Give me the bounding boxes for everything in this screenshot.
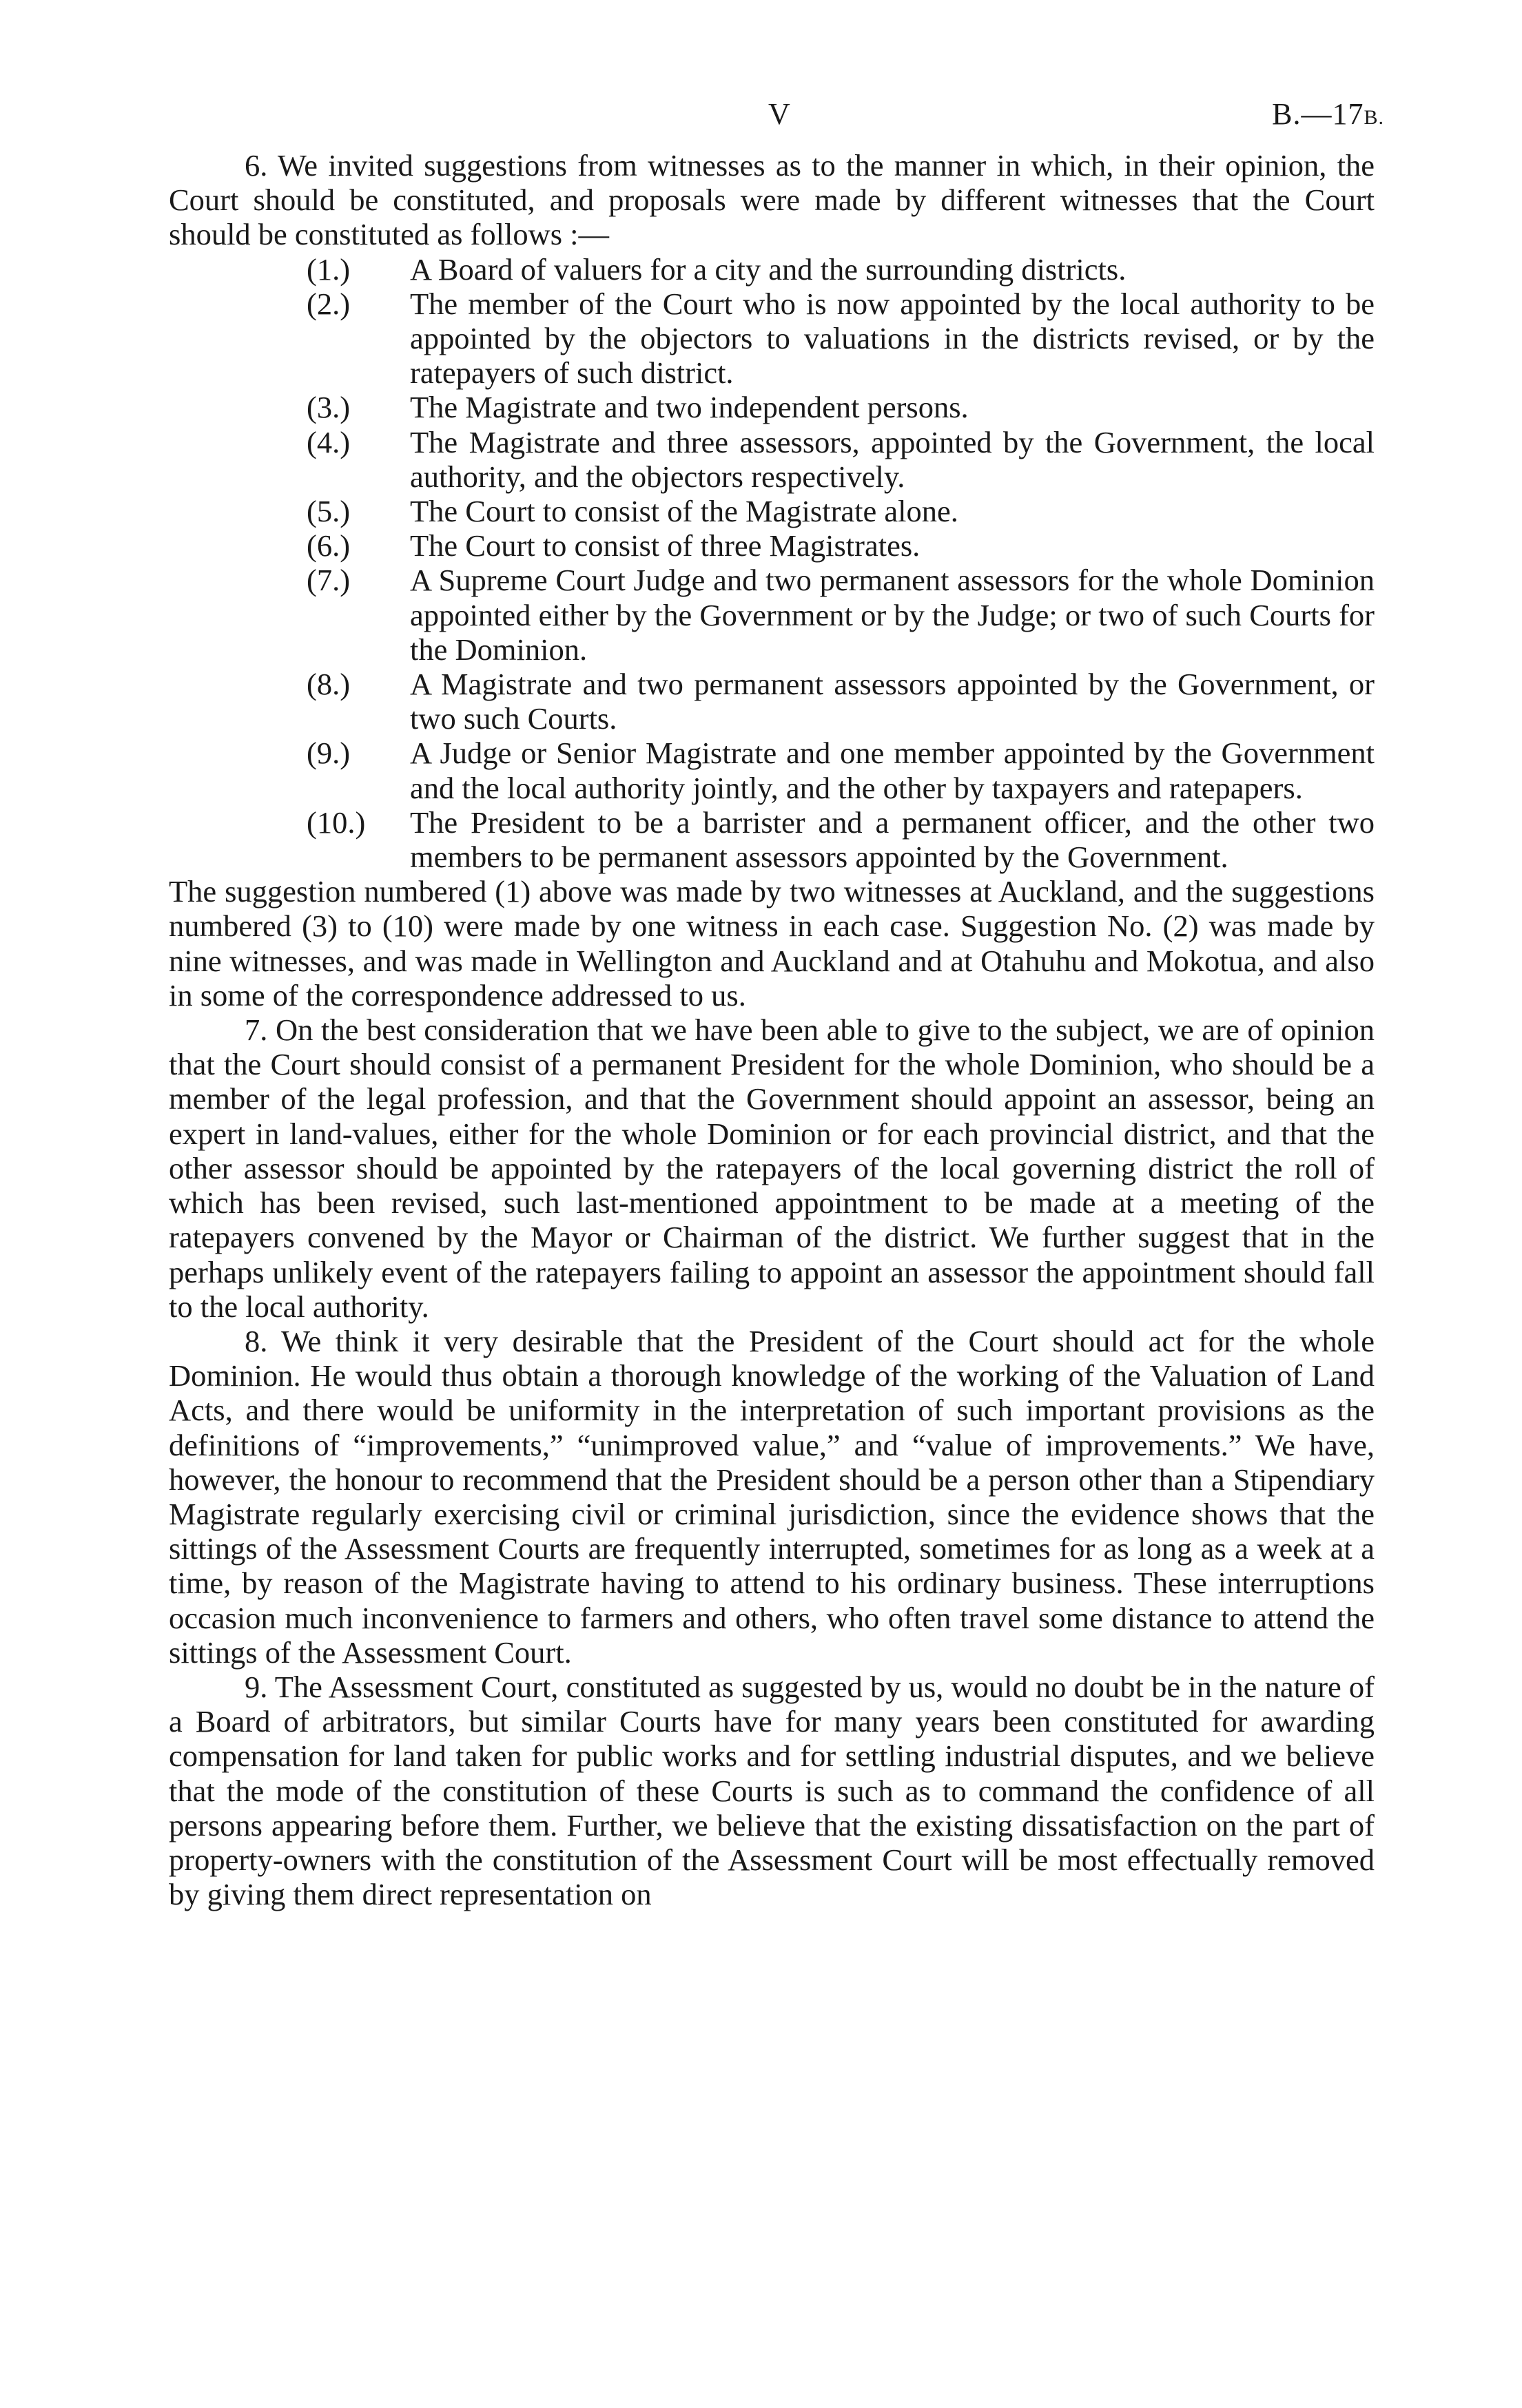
- list-item-number: (6.): [307, 528, 351, 563]
- paragraph-7: 7. On the best consideration that we have been able to give to the subject, we are of opinion that the Court should consist of a permanent President for the whole Dominion, who should be a member of the legal profession, and that the Government should appoint an assessor, being an expert in land-values, either for the whole Dominion or for each provincial district, and that the other assessor should be appointed by the ratepayers of the local governing district the roll of which has been revised, such last-mentioned appointment to be made at a meeting of the ratepayers convened by the Mayor or Chairman of the district. We further suggest that in the perhaps unlikely event of the ratepayers failing to appoint an assessor the appointment should fall to the local authority.: [169, 1013, 1375, 1324]
- list-item: [169, 805, 1375, 874]
- list-item-number: (3.): [307, 390, 351, 425]
- list-item-number: (2.): [307, 286, 351, 321]
- list-item-text: The Court to consist of three Magistrates.: [410, 528, 921, 563]
- paragraph-6-continuation: The suggestion numbered (1) above was made by two witnesses at Auckland, and the suggestions numbered (3) to (10) were made by one witness in each case. Suggestion No. (2) was made by nine witnesses, and was made in Wellington and Auckland and at Otahuhu and Mokotua, and also in some of the correspondence addressed to us.: [169, 874, 1375, 1013]
- list-item-number: (8.): [307, 667, 351, 702]
- list-item-number: (4.): [307, 424, 351, 459]
- list-item: [169, 494, 1375, 528]
- list-item-number: (9.): [307, 736, 351, 771]
- list-item-text: A Magistrate and two permanent assessors appointed by the Government, or two such Courts.: [410, 667, 1375, 736]
- list-item: [169, 287, 1375, 391]
- list-item: [169, 667, 1375, 736]
- list-item: [169, 390, 1375, 424]
- suggestion-list: [169, 252, 1375, 875]
- paragraph-6-intro: 6. We invited suggestions from witnesses as to the manner in which, in their opinion, the Court should be constituted, and proposals were made by different witnesses that the Court should be constituted as follows :—: [169, 148, 1375, 252]
- document-reference: [1272, 96, 1384, 132]
- list-item-text: A Supreme Court Judge and two permanent assessors for the whole Dominion appointed either by the Government or by the Judge; or two of such Courts for the Dominion.: [410, 563, 1375, 667]
- list-item: [169, 563, 1375, 667]
- list-item-text: A Board of valuers for a city and the surrounding districts.: [410, 251, 1127, 287]
- document-reference-suffix: B.: [1364, 106, 1384, 129]
- paragraph-8: 8. We think it very desirable that the President of the Court should act for the whole Dominion. He would thus obtain a thorough knowledge of the working of the Valuation of Land Acts, and there would be uniformity in the interpretation of such important provisions as the definitions of “improvements,” “unimproved value,” and “value of improvements.” We have, however, the honour to recommend that the President should be a person other than a Stipendiary Magistrate regularly exercising civil or criminal jurisdiction, since the evidence shows that the sittings of the Assessment Courts are frequently interrupted, sometimes for as long as a week at a time, by reason of the Magistrate having to attend to his ordinary business. These interruptions occasion much inconvenience to farmers and others, who often travel some distance to attend the sittings of the Assessment Court.: [169, 1323, 1375, 1670]
- list-item-text: The Magistrate and two independent persons.: [410, 390, 969, 425]
- page-header: [0, 96, 1522, 138]
- document-reference-main: B.—17: [1272, 97, 1364, 131]
- list-item: [169, 425, 1375, 494]
- list-item-number: (5.): [307, 494, 351, 529]
- list-item-text: A Judge or Senior Magistrate and one member appointed by the Government and the local authority jointly, and the other by taxpayers and ratepapers.: [410, 736, 1375, 805]
- list-item: [169, 252, 1375, 287]
- list-item-text: The Magistrate and three assessors, appointed by the Government, the local authority, and the objectors respectively.: [410, 424, 1375, 494]
- list-item: [169, 528, 1375, 563]
- list-item-number: (7.): [307, 563, 351, 598]
- list-item-text: The President to be a barrister and a permanent officer, and the other two members to be permanent assessors appointed by the Government.: [410, 805, 1375, 875]
- page-number: V: [768, 97, 790, 131]
- list-item-number: (1.): [307, 251, 351, 287]
- list-item-number: (10.): [307, 805, 366, 840]
- list-item-text: The Court to consist of the Magistrate alone.: [410, 494, 958, 529]
- report-body: [169, 148, 1375, 1911]
- paragraph-9: 9. The Assessment Court, constituted as suggested by us, would no doubt be in the nature of a Board of arbitrators, but similar Courts have for many years been constituted for awarding compensation for land taken for public works and for settling industrial disputes, and we believe that the mode of the constitution of these Courts is such as to command the confidence of all persons appearing before them. Further, we believe that the existing dissatisfaction on the part of property-owners with the constitution of the Assessment Court will be most effectually removed by giving them direct representation on: [169, 1669, 1375, 1912]
- list-item: [169, 736, 1375, 805]
- list-item-text: The member of the Court who is now appointed by the local authority to be appointed by the objectors to valuations in the districts revised, or by the ratepayers of such district.: [410, 286, 1375, 391]
